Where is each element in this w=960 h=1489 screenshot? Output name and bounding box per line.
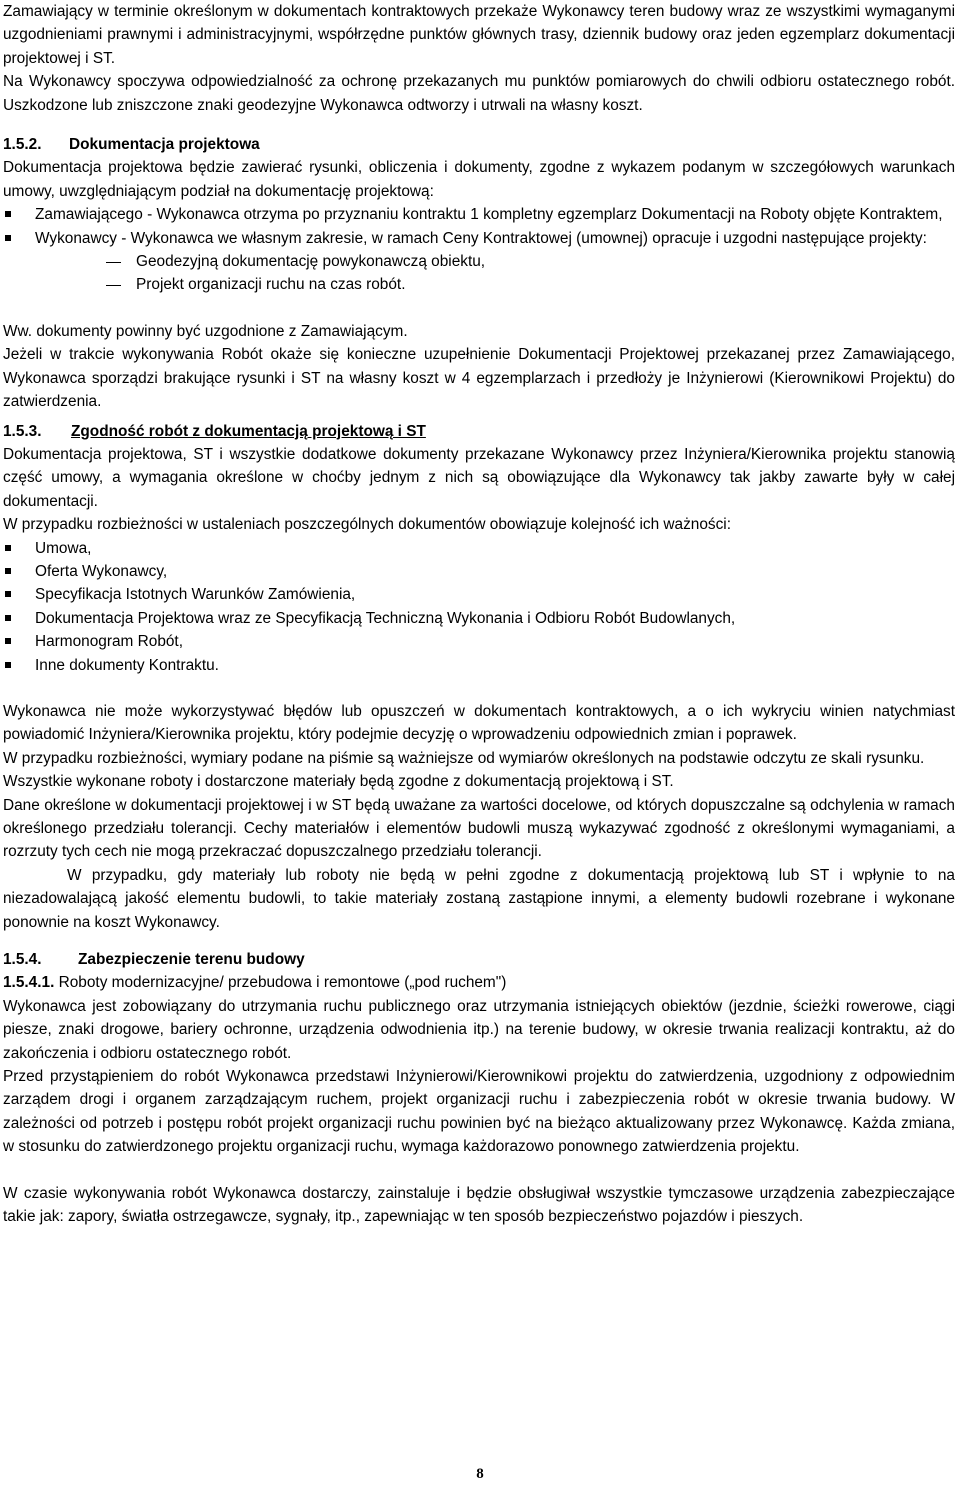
intro-paragraph-2: Na Wykonawcy spoczywa odpowiedzialność za ochronę przekazanych mu punktów pomiarowych do chwili odbioru ostatecznego robót. Uszkodzone lub zniszczone znaki geodezyjne Wykonawca odtworzy i utrwali na własny koszt.	[3, 73, 955, 114]
s152-bullet-list	[3, 203, 955, 250]
s154-paragraph-1: Wykonawca jest zobowiązany do utrzymania ruchu publicznego oraz utrzymania istniejących obiektów (jezdnie, ścieżki rowerowe, ciągi piesze, znaki drogowe, bariery ochronne, urządzenia odwodnienia itp.) na terenie budowy, w okresie trwania realizacji kontraktu, aż do zakończenia i odbioru ostatecznego robót.	[3, 997, 955, 1062]
list-item: Oferta Wykonawcy,	[3, 560, 955, 583]
s153-priority-list	[3, 537, 955, 677]
section-1-5-4-1-heading	[3, 971, 955, 994]
s152-paragraph-2: Ww. dokumenty powinny być uzgodnione z Zamawiającym.	[3, 322, 408, 340]
s153-paragraph-7: W przypadku, gdy materiały lub roboty nie będą w pełni zgodne z dokumentacją projektową lub ST i wpłynie to na niezadowalającą jakość elementu budowli, to takie materiały zostaną zastąpione innymi, a elementy budowli rozebrane i wykonane ponownie na koszt Wykonawcy.	[3, 866, 955, 931]
document-page	[3, 0, 955, 1229]
s153-paragraph-1: Dokumentacja projektowa, ST i wszystkie dodatkowe dokumenty przekazane Wykonawcy przez Inżyniera/Kierownika projektu stanowią część umowy, a wymagania określone w choćby jednym z nich są obowiązujące dla Wykonawcy tak jakby zawarte były w całej dokumentacji.	[3, 445, 955, 510]
section-title: Zgodność robót z dokumentacją projektową i ST	[71, 422, 426, 440]
section-title: Zabezpieczenie terenu budowy	[78, 951, 305, 969]
s153-paragraph-3: Wykonawca nie może wykorzystywać błędów lub opuszczeń w dokumentach kontraktowych, a o ich wykryciu winien natychmiast powiadomić Inżyniera/Kierownika projektu, który podejmie decyzję o wprowadzeniu odpowiednich zmian i poprawek.	[3, 702, 955, 744]
list-item: Harmonogram Robót,	[3, 630, 955, 653]
s154-paragraph-3: W czasie wykonywania robót Wykonawca dostarczy, zainstaluje i będzie obsługiwał wszystkie tymczasowe urządzenia zabezpieczające takie jak: zapory, światła ostrzegawcze, sygnały, itp., zapewniając w ten sposób bezpieczeństwo pojazdów i pieszych.	[3, 1184, 955, 1226]
list-item: Umowa,	[3, 537, 955, 560]
list-item: Inne dokumenty Kontraktu.	[3, 654, 955, 677]
list-item: Geodezyjną dokumentację powykonawczą obiektu,	[3, 250, 955, 273]
subsection-title: Roboty modernizacyjne/ przebudowa i remontowe („pod ruchem")	[54, 974, 507, 992]
section-number: 1.5.3.	[3, 422, 42, 440]
list-item: Zamawiającego - Wykonawca otrzyma po przyznaniu kontraktu 1 kompletny egzemplarz Dokumentacji na Roboty objęte Kontraktem,	[3, 203, 955, 226]
section-1-5-4-heading	[3, 948, 955, 971]
s154-paragraph-2: Przed przystąpieniem do robót Wykonawca przedstawi Inżynierowi/Kierownikowi projektu do zatwierdzenia, uzgodniony z odpowiednim zarządem drogi i organem zarządzającym ruchem, projekt organizacji ruchu i zabezpieczenia robót w okresie trwania budowy. W zależności od potrzeb i postępu robót projekt organizacji ruchu powinien być na bieżąco aktualizowany przez Wykonawcę. Każda zmiana, w stosunku do zatwierdzonego projektu organizacji ruchu, wymaga każdorazowo ponownego zatwierdzenia projektu.	[3, 1068, 955, 1156]
s153-paragraph-4: W przypadku rozbieżności, wymiary podane na piśmie są ważniejsze od wymiarów określonych na podstawie odczytu ze skali rysunku.	[3, 749, 925, 767]
list-item: Projekt organizacji ruchu na czas robót.	[3, 273, 955, 296]
s153-paragraph-2: W przypadku rozbieżności w ustaleniach poszczególnych dokumentów obowiązuje kolejność ich ważności:	[3, 516, 732, 534]
section-1-5-3-heading	[3, 420, 955, 443]
section-1-5-2-heading	[3, 133, 955, 156]
s153-paragraph-6: Dane określone w dokumentacji projektowej i w ST będą uważane za wartości docelowe, od których dopuszczalne są odchylenia w ramach określonego przedziału tolerancji. Cechy materiałów i elementów budowli muszą wykazywać zgodność z określonymi wymaganiami, a rozrzuty tych cech nie mogą przekraczać dopuszczalnego przedziału tolerancji.	[3, 796, 955, 861]
list-item: Specyfikacja Istotnych Warunków Zamówienia,	[3, 583, 955, 606]
section-number: 1.5.2.	[3, 136, 42, 154]
section-title: Dokumentacja projektowa	[69, 136, 260, 154]
intro-paragraph-1: Zamawiający w terminie określonym w dokumentach kontraktowych przekaże Wykonawcy teren budowy wraz ze wszystkimi wymaganymi uzgodnieniami prawnymi i administracyjnymi, współrzędne punktów głównych trasy, dziennik budowy oraz jeden egzemplarz dokumentacji projektowej i ST.	[3, 3, 955, 67]
s152-paragraph-1: Dokumentacja projektowa będzie zawierać rysunki, obliczenia i dokumenty, zgodne z wykazem podanym w szczegółowych warunkach umowy, uwzględniającym podział na dokumentację projektową:	[3, 159, 955, 200]
page-number: 8	[476, 1466, 484, 1482]
s153-paragraph-5: Wszystkie wykonane roboty i dostarczone materiały będą zgodne z dokumentacją projektową i ST.	[3, 773, 674, 791]
section-number: 1.5.4.	[3, 951, 42, 969]
list-item: Wykonawcy - Wykonawca we własnym zakresie, w ramach Ceny Kontraktowej (umownej) opracuje i uzgodni następujące projekty:	[3, 227, 955, 250]
list-item: Dokumentacja Projektowa wraz ze Specyfikacją Techniczną Wykonania i Odbioru Robót Budowlanych,	[3, 607, 955, 630]
s152-dash-list	[3, 250, 955, 297]
subsection-number: 1.5.4.1.	[3, 974, 55, 992]
s152-paragraph-3: Jeżeli w trakcie wykonywania Robót okaże się konieczne uzupełnienie Dokumentacji Projektowej przekazanej przez Zamawiającego, Wykonawca sporządzi brakujące rysunki i ST na własny koszt w 4 egzemplarzach i przedłoży je Inżynierowi (Kierownikowi Projektu) do zatwierdzenia.	[3, 346, 955, 411]
